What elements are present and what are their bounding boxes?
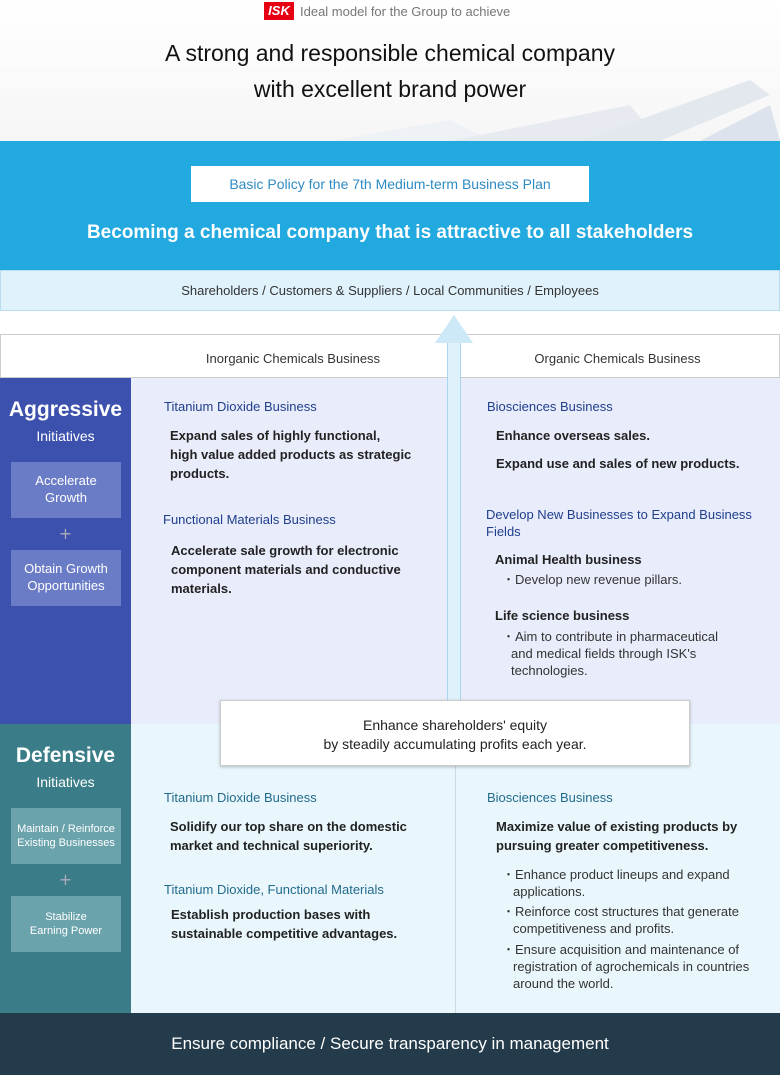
agg-inorg-text2-l1: Accelerate sale growth for electronic — [171, 543, 399, 558]
tagline: Ideal model for the Group to achieve — [300, 4, 511, 19]
growth-opportunities-label: Obtain Growth Opportunities — [24, 561, 108, 593]
plus-icon: + — [58, 870, 73, 889]
accelerate-growth-box — [11, 462, 121, 518]
agg-org-text1: Enhance overseas sales. — [496, 428, 650, 443]
agg-inorg-text1-l2: high value added products as strategic — [170, 447, 412, 462]
def-org-text1-l2: pursuing greater competitiveness. — [496, 838, 709, 853]
isk-logo: ISK — [264, 2, 294, 20]
up-arrow-shaft — [447, 340, 461, 702]
def-org-item2-l1: ・Reinforce cost structures that generate — [502, 904, 740, 919]
life-science-l2: and medical fields through ISK's — [511, 646, 697, 661]
equity-line1: Enhance shareholders' equity — [362, 717, 548, 733]
equity-line2: by steadily accumulating profits each year. — [323, 736, 587, 752]
column-organic: Organic Chemicals Business — [456, 334, 780, 378]
agg-inorg-biz2: Functional Materials Business — [163, 512, 336, 527]
life-science-title: Life science business — [495, 608, 630, 623]
header-banner — [0, 0, 780, 141]
agg-org-biz2-l1: Develop New Businesses to Expand Business — [486, 507, 752, 522]
agg-inorg-text1-l3: products. — [170, 466, 230, 481]
maintain-reinforce-label-l2: Existing Businesses — [17, 837, 115, 849]
accelerate-growth-label: Accelerate Growth — [35, 473, 97, 505]
up-arrow-icon — [435, 315, 473, 343]
aggressive-subtitle: Initiatives — [36, 428, 95, 444]
def-org-biz1: Biosciences Business — [487, 790, 613, 805]
def-org-item1-l2: applications. — [513, 884, 586, 899]
def-inorg-text2-l1: Establish production bases with — [171, 907, 371, 922]
aggressive-title: Aggressive — [8, 398, 123, 421]
page-title-line1: A strong and responsible chemical company — [164, 40, 616, 66]
stabilize-earning-label-l1: Stabilize — [45, 910, 87, 923]
agg-inorg-text2-l2: component materials and conductive — [171, 562, 401, 577]
equity-box — [220, 700, 690, 766]
agg-inorg-text1-l1: Expand sales of highly functional, — [170, 428, 381, 443]
plus-icon: + — [58, 524, 73, 543]
def-org-item2-l2: competitiveness and profits. — [513, 921, 675, 936]
policy-band — [0, 141, 780, 270]
policy-main: Becoming a chemical company that is attractive to all stakeholders — [86, 222, 694, 243]
column-inorganic: Inorganic Chemicals Business — [130, 334, 456, 378]
agg-org-text2: Expand use and sales of new products. — [496, 456, 740, 471]
grid-corner — [0, 334, 131, 378]
stabilize-earning-box — [11, 896, 121, 952]
def-org-item3-l1: ・Ensure acquisition and maintenance of — [502, 942, 740, 957]
maintain-reinforce-box — [11, 808, 121, 864]
def-inorg-text1-l1: Solidify our top share on the domestic — [170, 819, 407, 834]
stabilize-earning-label-l2: Earning Power — [29, 925, 103, 937]
defensive-title: Defensive — [15, 744, 116, 767]
animal-health-title: Animal Health business — [495, 552, 642, 567]
animal-health-item: ・Develop new revenue pillars. — [502, 572, 682, 587]
life-science-l3: technologies. — [511, 663, 588, 678]
agg-org-biz1: Biosciences Business — [487, 399, 613, 414]
stakeholders-bar: Shareholders / Customers & Suppliers / Local Communities / Employees — [0, 270, 780, 311]
life-science-l1: ・Aim to contribute in pharmaceutical — [502, 629, 719, 644]
def-org-item3-l2: registration of agrochemicals in countries — [513, 959, 750, 974]
policy-label: Basic Policy for the 7th Medium-term Business Plan — [191, 166, 589, 202]
page-title-line2: with excellent brand power — [253, 76, 527, 102]
def-org-item3-l3: around the world. — [513, 976, 614, 991]
footer-banner: Ensure compliance / Secure transparency in management — [0, 1013, 780, 1075]
def-inorg-biz1: Titanium Dioxide Business — [164, 790, 317, 805]
def-inorg-text2-l2: sustainable competitive advantages. — [171, 926, 398, 941]
agg-inorg-biz1: Titanium Dioxide Business — [164, 399, 317, 414]
def-inorg-text1-l2: market and technical superiority. — [170, 838, 373, 853]
agg-org-biz2-l2: Fields — [486, 524, 521, 539]
maintain-reinforce-label-l1: Maintain / Reinforce — [17, 822, 115, 835]
column-divider — [455, 766, 456, 1013]
def-inorg-biz2: Titanium Dioxide, Functional Materials — [164, 882, 384, 897]
agg-inorg-text2-l3: materials. — [171, 581, 232, 596]
defensive-subtitle: Initiatives — [36, 774, 95, 790]
def-org-item1-l1: ・Enhance product lineups and expand — [502, 867, 730, 882]
def-org-text1-l1: Maximize value of existing products by — [496, 819, 738, 834]
growth-opportunities-box — [11, 550, 121, 606]
